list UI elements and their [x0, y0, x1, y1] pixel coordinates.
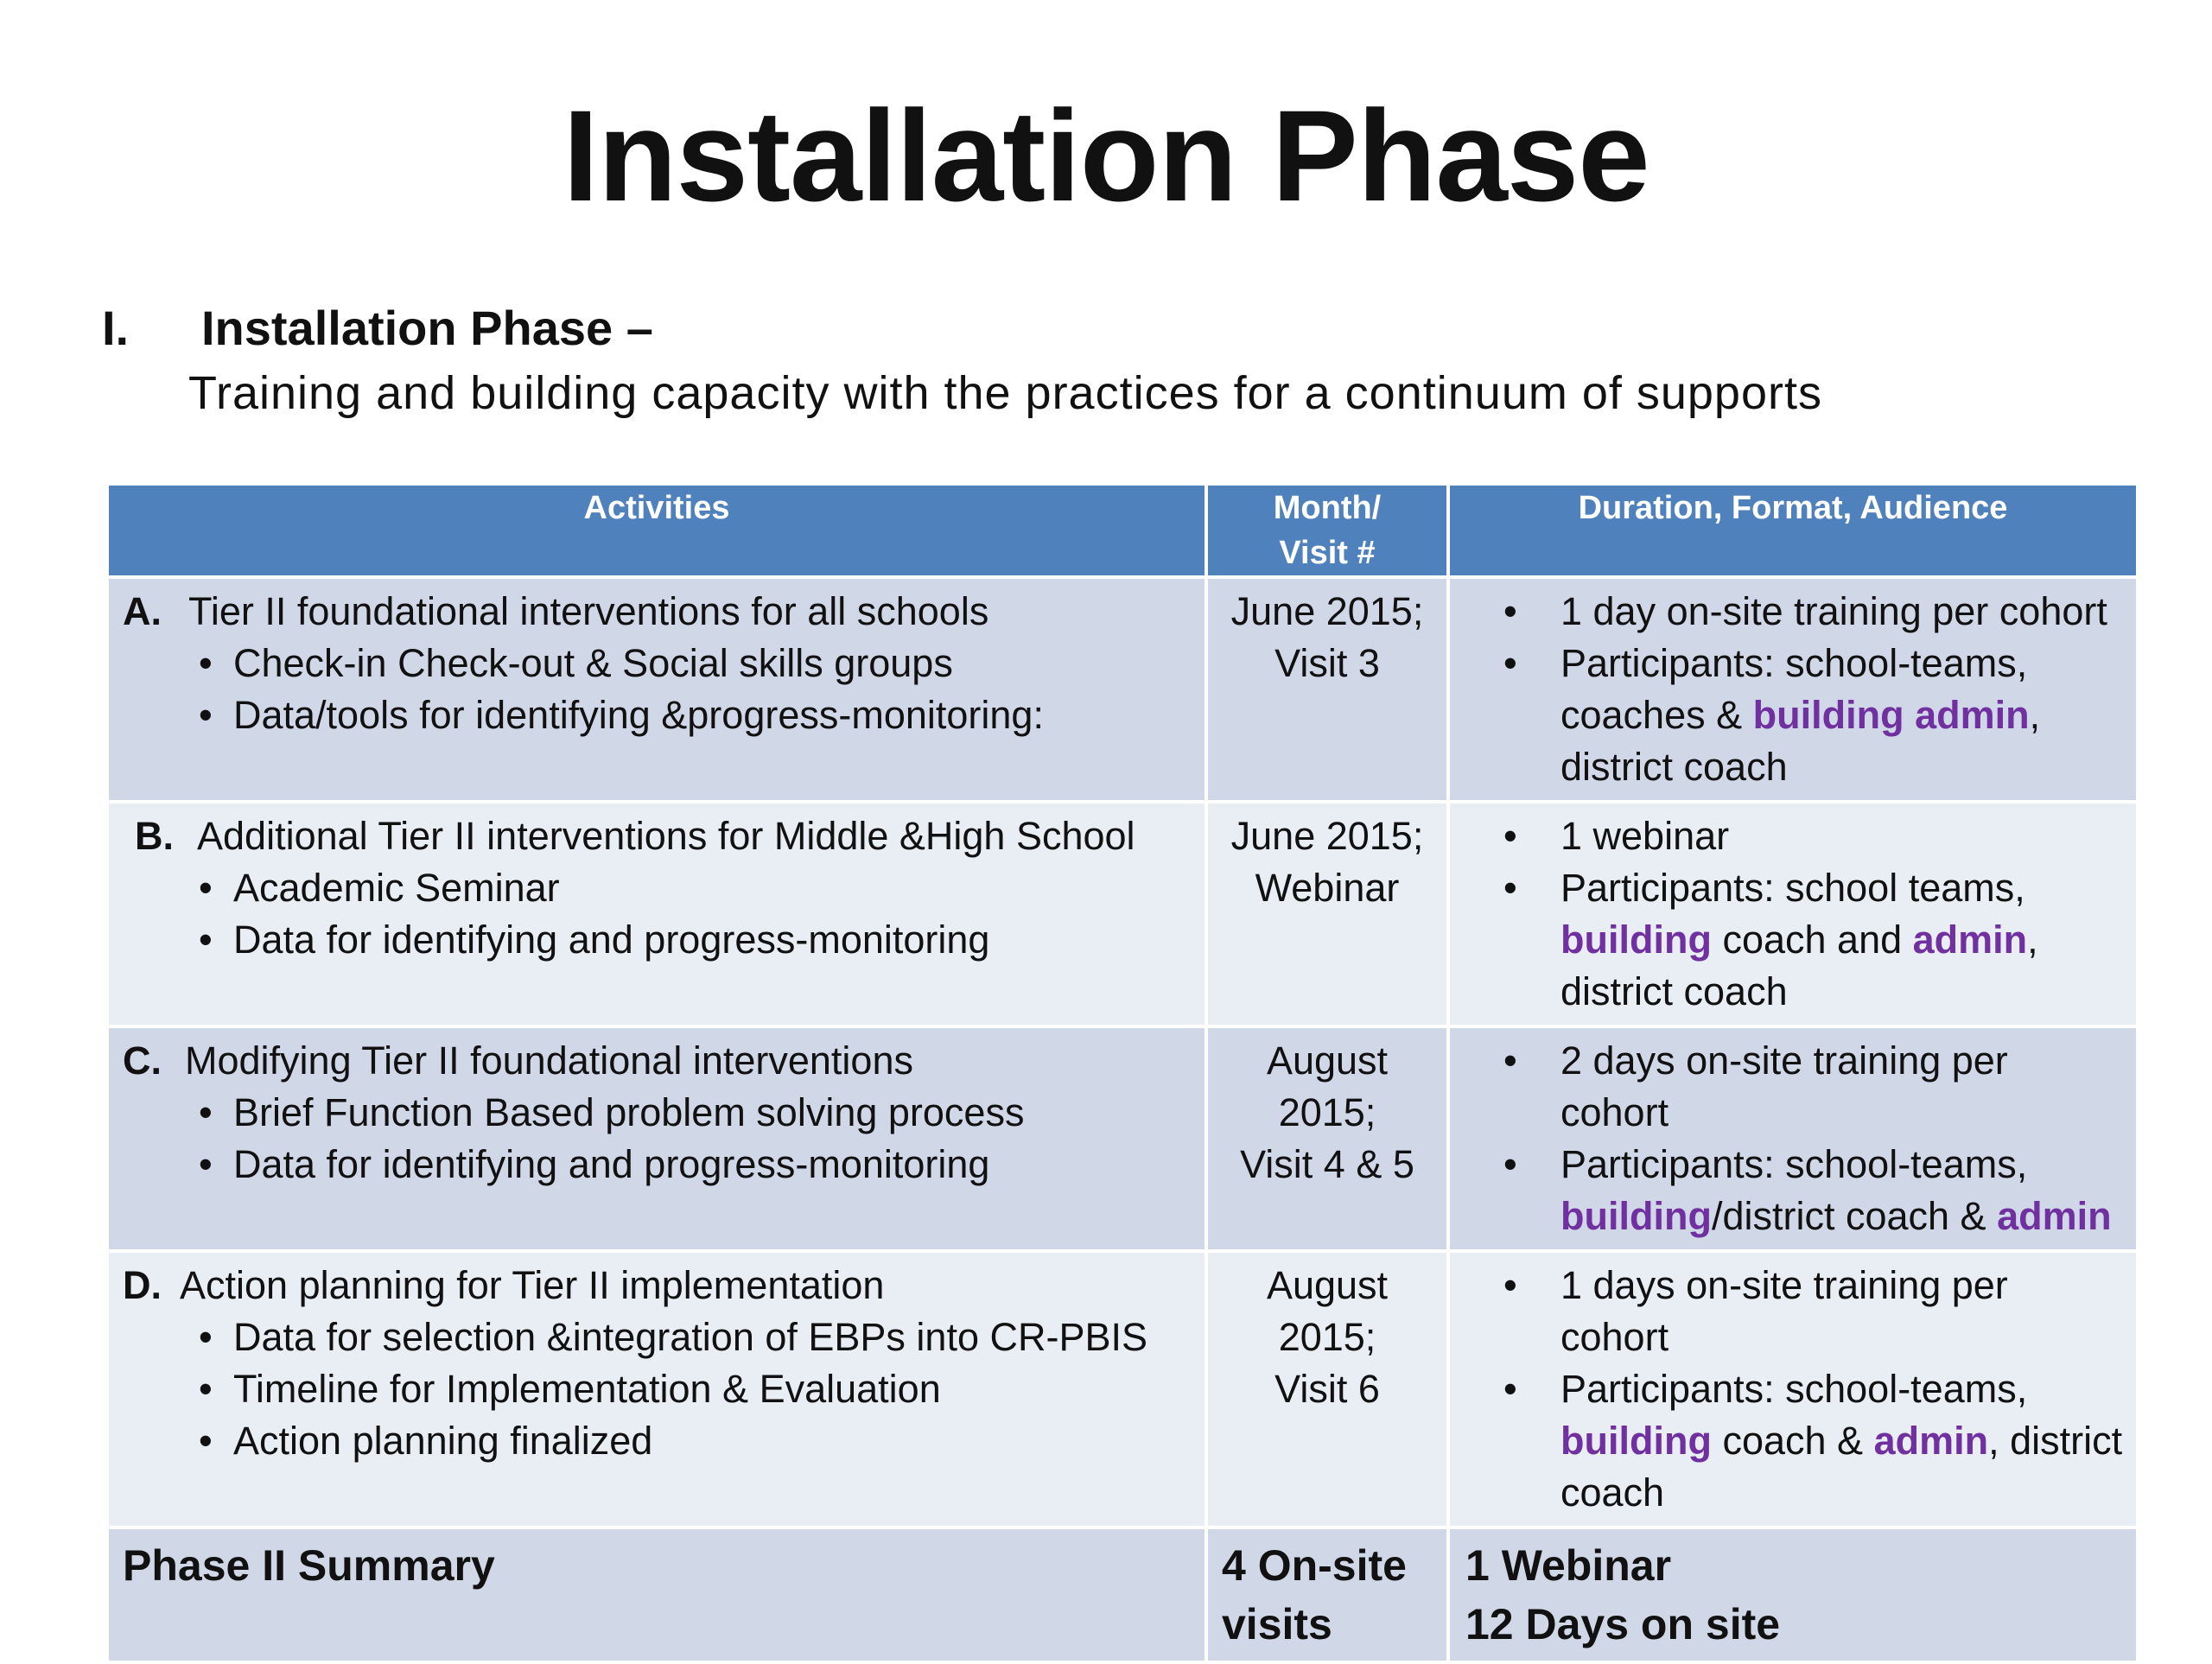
highlight-text: building	[1560, 1419, 1712, 1463]
activity-title: Additional Tier II interventions for Middle &High School	[197, 814, 1135, 858]
table-row	[107, 1026, 2138, 1251]
summary-visits-line: 4 On-site	[1222, 1541, 1407, 1590]
activity-title: Tier II foundational interventions for all schools	[188, 589, 989, 633]
highlight-text: admin	[1997, 1194, 2112, 1238]
section-heading-text: Installation Phase –	[201, 301, 653, 355]
month-line: 2015;	[1278, 1315, 1376, 1359]
activity-subitem: • Check-in Check-out & Social skills groups	[123, 638, 1191, 689]
activity-cell	[107, 1026, 1206, 1251]
duration-item: • 1 webinar	[1462, 810, 2124, 862]
month-cell	[1206, 577, 1448, 802]
activity-subitem: • Data for identifying and progress-monitoring	[123, 1139, 1191, 1191]
duration-item: • 1 days on-site training per cohort	[1462, 1260, 2124, 1363]
activity-cell	[107, 1251, 1206, 1527]
duration-item: • Participants: school-teams, coaches & building admin, district coach	[1462, 638, 2124, 793]
activity-subitem: • Brief Function Based problem solving process	[123, 1087, 1191, 1139]
month-line: Visit 4 & 5	[1240, 1142, 1414, 1186]
summary-label: Phase II Summary	[107, 1527, 1206, 1662]
activity-subitem: • Action planning finalized	[123, 1415, 1191, 1467]
section-subheading: Training and building capacity with the practices for a continuum of supports	[188, 367, 1822, 419]
duration-item: • Participants: school teams, building coach and admin, district coach	[1462, 862, 2124, 1018]
activity-subitem: • Academic Seminar	[123, 862, 1191, 914]
activity-cell	[107, 802, 1206, 1026]
activity-letter: D.	[123, 1263, 162, 1307]
month-line: June 2015;	[1230, 814, 1424, 858]
section-numeral: I.	[102, 301, 130, 355]
activities-table	[105, 482, 2139, 1664]
activity-title: Action planning for Tier II implementation	[180, 1263, 885, 1307]
month-line: Webinar	[1255, 866, 1400, 910]
duration-item: • 2 days on-site training per cohort	[1462, 1035, 2124, 1139]
header-month-visit	[1206, 484, 1448, 577]
duration-cell	[1448, 1026, 2138, 1251]
duration-item: • 1 day on-site training per cohort	[1462, 586, 2124, 638]
summary-row	[107, 1527, 2138, 1662]
activity-letter: C.	[123, 1038, 162, 1083]
activity-letter: A.	[123, 589, 162, 633]
summary-total-line: 1 Webinar	[1465, 1541, 1672, 1590]
highlight-text: admin	[1912, 918, 2028, 962]
duration-cell	[1448, 1251, 2138, 1527]
month-line: August	[1266, 1038, 1389, 1083]
header-duration: Duration, Format, Audience	[1448, 484, 2138, 577]
summary-visits	[1206, 1527, 1448, 1662]
summary-total-line: 12 Days on site	[1465, 1600, 1781, 1648]
duration-item: • Participants: school-teams, building coach & admin, district coach	[1462, 1363, 2124, 1519]
month-line: 2015;	[1278, 1090, 1376, 1134]
month-cell	[1206, 802, 1448, 1026]
activity-title: Modifying Tier II foundational interventions	[185, 1038, 913, 1083]
table-row	[107, 1251, 2138, 1527]
header-month-line1: Month/	[1273, 490, 1382, 526]
duration-item: • Participants: school-teams, building/district coach & admin	[1462, 1139, 2124, 1242]
header-activities: Activities	[107, 484, 1206, 577]
duration-cell	[1448, 577, 2138, 802]
month-cell	[1206, 1026, 1448, 1251]
highlight-text: admin	[1873, 1419, 1989, 1463]
activity-subitem: • Data for identifying and progress-monitoring	[123, 914, 1191, 966]
duration-cell	[1448, 802, 2138, 1026]
activity-subitem: • Data for selection &integration of EBPs into CR-PBIS	[123, 1312, 1191, 1363]
month-line: Visit 6	[1274, 1367, 1380, 1411]
month-line: August	[1266, 1263, 1389, 1307]
slide-title: Installation Phase	[563, 83, 1649, 228]
month-line: Visit 3	[1274, 641, 1380, 685]
activity-cell	[107, 577, 1206, 802]
table-row	[107, 802, 2138, 1026]
highlight-text: building admin	[1752, 693, 2030, 737]
activity-letter: B.	[135, 814, 174, 858]
table-row	[107, 577, 2138, 802]
highlight-text: building	[1560, 1194, 1712, 1238]
header-month-line2: Visit #	[1279, 535, 1376, 571]
summary-totals	[1448, 1527, 2138, 1662]
highlight-text: building	[1560, 918, 1712, 962]
month-cell	[1206, 1251, 1448, 1527]
summary-visits-line: visits	[1222, 1600, 1332, 1648]
month-line: June 2015;	[1230, 589, 1424, 633]
table-header-row	[107, 484, 2138, 577]
activity-subitem: • Data/tools for identifying &progress-monitoring:	[123, 689, 1191, 741]
section-heading	[102, 298, 653, 359]
activity-subitem: • Timeline for Implementation & Evaluation	[123, 1363, 1191, 1415]
